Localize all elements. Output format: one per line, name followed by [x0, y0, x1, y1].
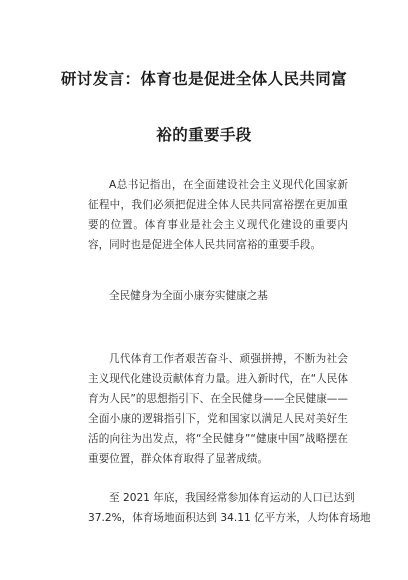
body-paragraph: 几代体育工作者艰苦奋斗、顽强拼搏，不断为社会主义现代化建设贡献体育力量。进入新时代，在“人民体育为人民”的思想指引下、在全民健身——全民健康——全面小康的逻辑指引下，党和国家以满足人民对美好生活的向往为出发点，将“全民健身”“健康中国”战略摆在重要位置，群众体育取得了显著成绩。 [88, 353, 348, 465]
statistics-line-1: 至 2021 年底，我国经常参加体育运动的人口已达到 [109, 492, 355, 504]
document-title-line-2: 裕的重要手段 [156, 126, 252, 144]
statistics-paragraph [88, 488, 371, 528]
intro-paragraph: A总书记指出，在全面建设社会主义现代化国家新征程中，我们必须把促进全体人民共同富裕摆在更加重要的位置。体育事业是社会主义现代化建设的重要内容，同时也是促进全体人民共同富裕的重要手段。 [88, 179, 348, 251]
section-heading: 全民健身为全面小康夯实健康之基 [109, 290, 268, 302]
statistics-line-2: 37.2%，体育场地面积达到 34.11 亿平方米，人均体育场地 [88, 512, 371, 524]
document-title-line-1: 研讨发言：体育也是促进全体人民共同富 [60, 70, 348, 88]
